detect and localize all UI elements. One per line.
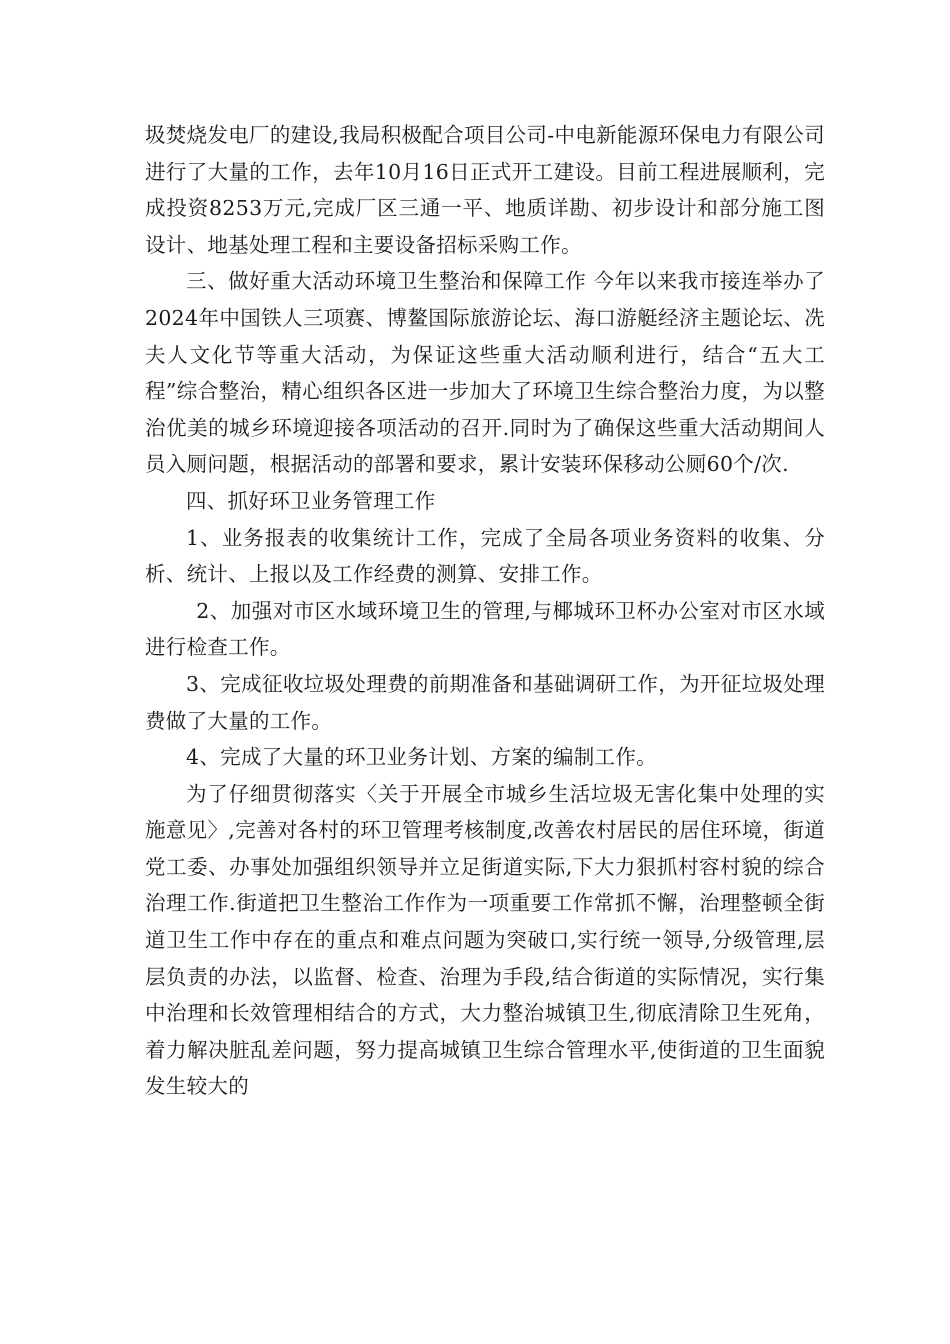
paragraph-item-2: 2、加强对市区水域环境卫生的管理,与椰城环卫杯办公室对市区水域进行检查工作。 [145,598,825,660]
document-body [145,117,825,1105]
paragraph-continuation: 圾焚烧发电厂的建设,我局积极配合项目公司-中电新能源环保电力有限公司进行了大量的工作，去年10月16日正式开工建设。目前工程进展顺利，完成投资8253万元,完成厂区三通一平、地质详勘、初步设计和部分施工图设计、地基处理工程和主要设备招标采购工作。 [145,123,825,257]
paragraph-section-three: 三、做好重大活动环境卫生整治和保障工作 今年以来我市接连举办了2024年中国铁人三项赛、博鳌国际旅游论坛、海口游艇经济主题论坛、冼夫人文化节等重大活动，为保证这些重大活动顺利进行，结合“五大工程”综合整治，精心组织各区进一步加大了环境卫生综合整治力度，为以整治优美的城乡环境迎接各项活动的召开.同时为了确保这些重大活动期间人员入厕问题，根据活动的部署和要求，累计安装环保移动公厕60个/次. [145,269,825,477]
paragraph-section-four-heading: 四、抓好环卫业务管理工作 [186,488,436,513]
paragraph-item-1: 1、业务报表的收集统计工作，完成了全局各项业务资料的收集、分析、统计、上报以及工作经费的测算、安排工作。 [145,525,825,587]
paragraph-item-3: 3、完成征收垃圾处理费的前期准备和基础调研工作，为开征垃圾处理费做了大量的工作。 [145,671,825,733]
paragraph-implementation: 为了仔细贯彻落实〈关于开展全市城乡生活垃圾无害化集中处理的实施意见〉,完善对各村的环卫管理考核制度,改善农村居民的居住环境，街道党工委、办事处加强组织领导并立足街道实际,下大力狠抓村容村貌的综合治理工作.街道把卫生整治工作作为一项重要工作常抓不懈，治理整顿全街道卫生工作中存在的重点和难点问题为突破口,实行统一领导,分级管理,层层负责的办法，以监督、检查、治理为手段,结合街道的实际情况，实行集中治理和长效管理相结合的方式，大力整治城镇卫生,彻底清除卫生死角，着力解决脏乱差问题，努力提高城镇卫生综合管理水平,使街道的卫生面貌发生较大的 [145,781,825,1099]
paragraph-item-4: 4、完成了大量的环卫业务计划、方案的编制工作。 [186,745,657,770]
